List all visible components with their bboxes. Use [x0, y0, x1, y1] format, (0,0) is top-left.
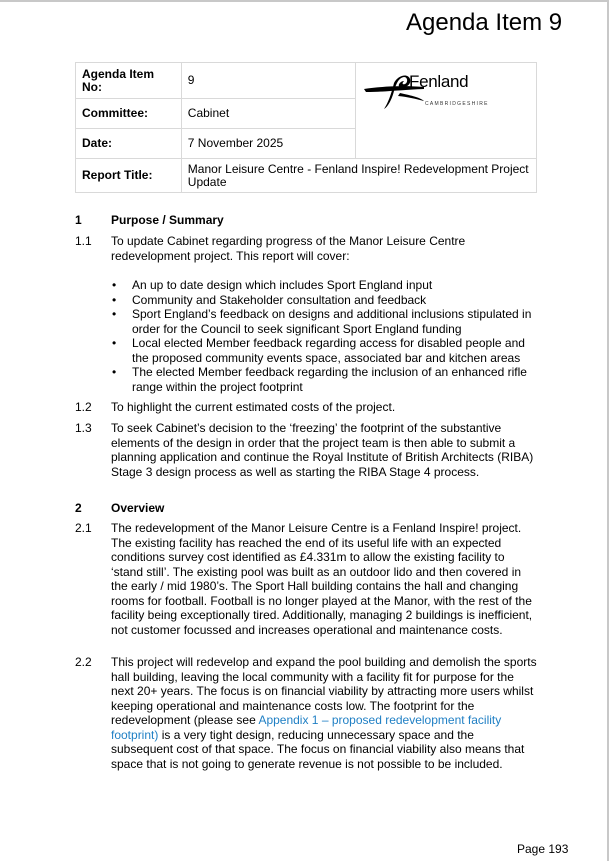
- bullet-icon: •: [112, 307, 117, 321]
- logo-wordmark: Fenland: [409, 72, 469, 91]
- logo-cell: [356, 63, 537, 159]
- paragraph-number: 2.2: [75, 655, 92, 669]
- bullet-icon: •: [112, 292, 117, 307]
- paragraph-text: To update Cabinet regarding progress of the Manor Leisure Centre redevelopment project. This report will cover:: [111, 234, 466, 263]
- meta-value: 9: [181, 63, 355, 99]
- meta-row-agenda-item: [76, 63, 537, 99]
- agenda-item-heading: Agenda Item 9: [406, 9, 563, 36]
- paragraph-number: 1.3: [75, 421, 92, 435]
- bullet-icon: •: [112, 336, 117, 350]
- paragraph-text: The redevelopment of the Manor Leisure Centre is a Fenland Inspire! project. The existing facility has reached the end of its useful life with an expected conditions survey cost identified as £4.331m to allow the existing facility to ‘stand still’. The existing pool was built as an outdoor lido and then covered in the early / mid 1980’s. The Sport Hall building contains the hall and changing rooms for football. Football is no longer played at the Manor, with the rest of the facility being exceptionally tired. Additionally, managing 2 buildings is inefficient, not customer focussed and increases operational and maintenance costs.: [111, 521, 533, 637]
- section-title: Overview: [111, 501, 165, 515]
- meta-label: Agenda Item No:: [76, 63, 182, 99]
- logo-subtitle: CAMBRIDGESHIRE: [425, 101, 489, 107]
- paragraph-number: 1.1: [75, 234, 92, 248]
- bullet-item: • Local elected Member feedback regarding access for disabled people and the proposed community events space, associated bar and kitchen areas: [112, 336, 525, 365]
- section-number: 1: [75, 213, 82, 227]
- appendix-1-link[interactable]: Appendix 1 – proposed redevelopment facility footprint): [111, 713, 502, 742]
- meta-label: Report Title:: [76, 159, 182, 193]
- meta-value: Cabinet: [181, 99, 355, 129]
- coverage-bullet-list: [112, 278, 544, 394]
- bullet-icon: •: [112, 278, 117, 292]
- paragraph-number: 2.1: [75, 521, 92, 535]
- bullet-item: • The elected Member feedback regarding the inclusion of an enhanced rifle range within the project footprint: [112, 365, 527, 394]
- paragraph-number: 1.2: [75, 400, 92, 414]
- bullet-item: • An up to date design which includes Sport England input: [112, 278, 433, 292]
- bullet-icon: •: [112, 365, 117, 379]
- section-title: Purpose / Summary: [111, 213, 224, 227]
- meta-row-report-title: [76, 159, 537, 193]
- fenland-logo: [356, 63, 536, 123]
- page-top-edge: [0, 0, 609, 2]
- page-number: Page 193: [517, 842, 569, 856]
- meta-value: Manor Leisure Centre - Fenland Inspire! Redevelopment Project Update: [181, 159, 536, 193]
- meta-label: Committee:: [76, 99, 182, 129]
- section-number: 2: [75, 501, 82, 515]
- meta-label: Date:: [76, 129, 182, 159]
- paragraph-text: To highlight the current estimated costs of the project.: [111, 400, 396, 414]
- bullet-item: • Community and Stakeholder consultation and feedback: [112, 292, 427, 307]
- report-meta-table: [75, 62, 537, 193]
- paragraph-text: To seek Cabinet’s decision to the ‘freezing’ the footprint of the substantive elements of the design in order that the project team is then able to submit a planning application and continue the Royal Institute of British Architects (RIBA) Stage 3 design process as well as starting the RIBA Stage 4 process.: [111, 421, 534, 479]
- paragraph-text: This project will redevelop and expand the pool building and demolish the sports hall building, leaving the local community with a facility fit for purpose for the next 20+ years. The focus is on financial viability by attracting more users whilst keeping operational and maintenance costs low. The footprint for the redevelopment (please see Appendix 1 – proposed redevelopment facility footprint) is a very tight design, reducing unnecessary space and the subsequent cost of that space. The focus on financial viability also means that space that is not going to generate revenue is not possible to be included.: [111, 655, 537, 771]
- meta-value: 7 November 2025: [181, 129, 355, 159]
- bullet-item: • Sport England’s feedback on designs and additional inclusions stipulated in order for the Council to seek significant Sport England funding: [112, 307, 532, 336]
